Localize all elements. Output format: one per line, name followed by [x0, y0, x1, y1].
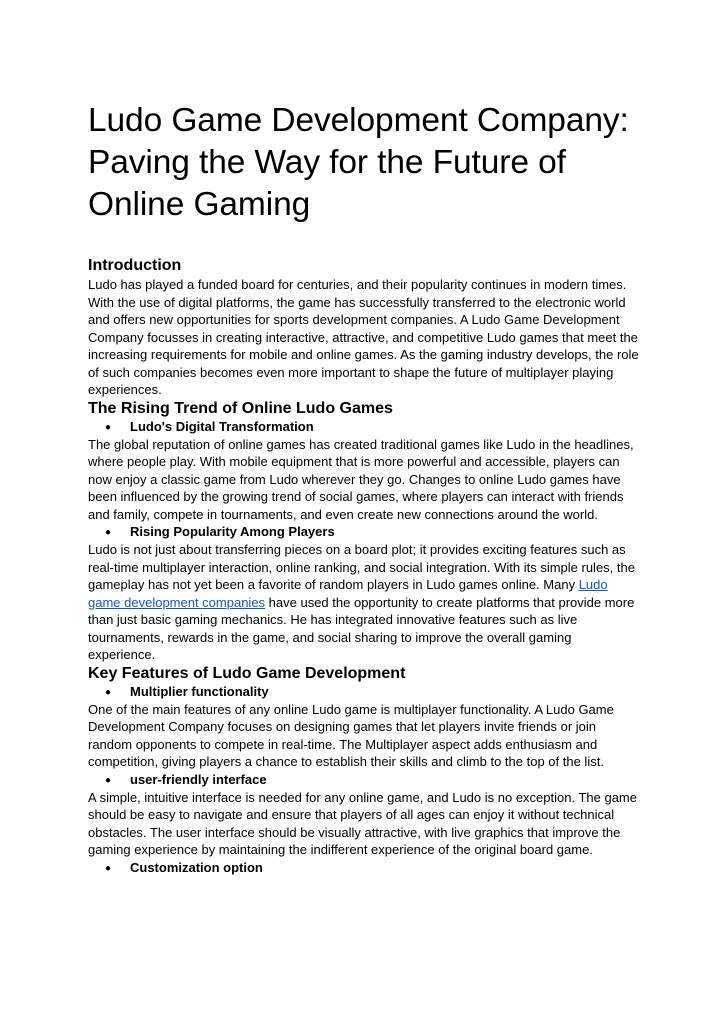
- bullet-item: [88, 523, 640, 541]
- paragraph-text: Ludo is not just about transferring pieces on a board plot; it provides exciting features such as real-time multiplayer interaction, online ranking, and social integration. With its simple rules, the gameplay has not yet been a favorite of random players in Ludo games online. Many: [88, 542, 635, 592]
- bullet-icon: ●: [105, 774, 112, 786]
- intro-paragraph: Ludo has played a funded board for centuries, and their popularity continues in modern times. With the use of digital platforms, the game has successfully transferred to the electronic world and offers new opportunities for sports development companies. A Ludo Game Development Company focusses in creating interactive, attractive, and competitive Ludo games that meet the increasing requirements for mobile and online games. As the gaming industry develops, the role of such companies becomes even more important to shape the future of multiplayer playing experiences.: [88, 277, 639, 397]
- bullet-item: [88, 683, 640, 701]
- paragraph-digital-transformation: The global reputation of online games has created traditional games like Ludo in the headlines, where people play. With mobile equipment that is more powerful and accessible, players can now enjoy a classic game from Ludo wherever they go. Changes to online Ludo games have been influenced by the growing trend of social games, where players can interact with friends and family, compete in tournaments, and even create new connections around the world.: [88, 436, 634, 522]
- section-heading-key-features: Key Features of Ludo Game Development: [88, 664, 406, 682]
- bullet-label: Rising Popularity Among Players: [130, 524, 335, 539]
- bullet-icon: ●: [105, 421, 112, 433]
- paragraph-interface: A simple, intuitive interface is needed for any online game, and Ludo is no exception. The game should be easy to navigate and ensure that players of all ages can enjoy it without technical obstacles. The user interface should be visually attractive, with live graphics that improve the gaming experience by maintaining the indifferent experience of the original board game.: [88, 789, 637, 857]
- paragraph-multiplayer: One of the main features of any online Ludo game is multiplayer functionality. A Ludo Game Development Company focuses on designing games that let players invite friends or join random opponents to compete in real-time. The Multiplayer aspect adds enthusiasm and competition, giving players a chance to establish their skills and climb to the top of the list.: [88, 701, 614, 769]
- document-body: [88, 100, 640, 877]
- title-line-3: Online Gaming: [88, 186, 311, 223]
- title-line-2: Paving the Way for the Future of: [88, 144, 566, 181]
- bullet-icon: ●: [105, 527, 112, 538]
- paragraph-text: have used the opportunity to create platforms that provide more than just basic gaming mechanics. He has integrated innovative features such as live tournaments, rewards in the game, and social sharing to improve the overall gaming experience.: [88, 594, 635, 662]
- page-title: [88, 100, 640, 226]
- section-heading-rising-trend: The Rising Trend of Online Ludo Games: [88, 399, 393, 417]
- intro-heading: Introduction: [88, 257, 182, 274]
- bullet-item: [88, 771, 640, 789]
- ludo-companies-link[interactable]: Ludo game development companies: [88, 577, 608, 610]
- bullet-icon: ●: [105, 686, 112, 698]
- bullet-label: Customization option: [130, 859, 263, 875]
- bullet-label: Multiplier functionality: [130, 683, 269, 699]
- bullet-label: Ludo's Digital Transformation: [130, 418, 314, 434]
- bullet-label: user-friendly interface: [130, 771, 267, 787]
- bullet-item: [88, 418, 640, 436]
- bullet-icon: ●: [105, 862, 112, 874]
- paragraph-rising-popularity: [88, 541, 640, 664]
- bullet-item: [88, 859, 640, 877]
- title-line-1: Ludo Game Development Company:: [88, 102, 629, 139]
